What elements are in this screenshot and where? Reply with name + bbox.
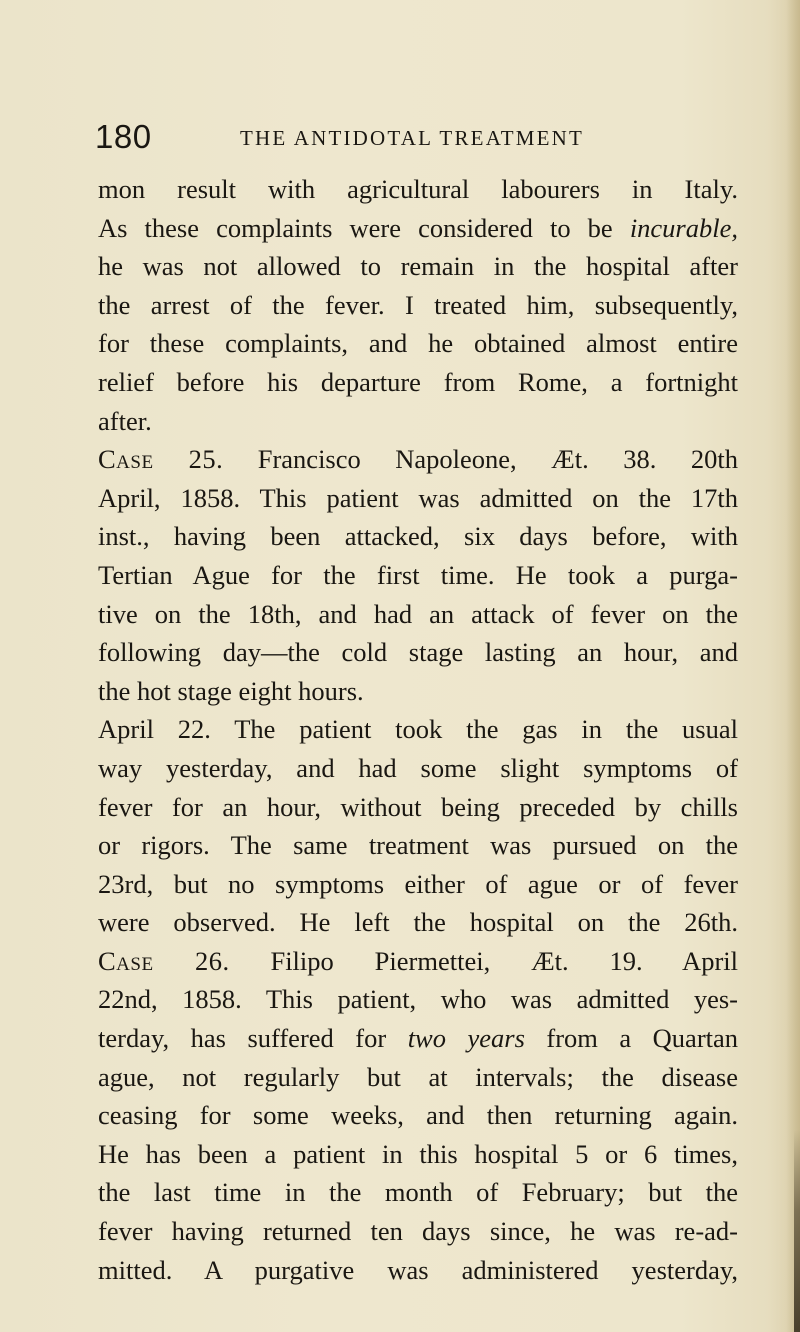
text-line: mitted. A purgative was administered yesterday, — [98, 1254, 738, 1285]
text-line: the last time in the month of February; but the — [98, 1177, 738, 1208]
case-label: Case 26. — [98, 945, 230, 976]
text-line: Tertian Ague for the first time. He took a purga- — [98, 559, 738, 590]
binding-shadow — [794, 1130, 800, 1332]
text-line: the arrest of the fever. I treated him, subsequently, — [98, 289, 738, 320]
text-line: fever having returned ten days since, he was re-ad- — [98, 1216, 738, 1247]
text-line: ague, not regularly but at intervals; the disease — [98, 1061, 738, 1092]
text-line: were observed. He left the hospital on the 26th. — [98, 907, 738, 938]
italic-word: incurable, — [629, 212, 738, 243]
text-line: 22nd, 1858. This patient, who was admitted yes- — [98, 984, 738, 1015]
case-heading-line: Case 25. Francisco Napoleone, Æt. 38. 20th — [98, 444, 738, 475]
text-line: mon result with agricultural labourers in Italy. — [98, 174, 738, 204]
text-line: relief before his departure from Rome, a fortnight — [98, 366, 738, 397]
case-heading-line: Case 26. Filipo Piermettei, Æt. 19. April — [98, 945, 738, 976]
text-line: April 22. The patient took the gas in the usual — [98, 714, 738, 745]
text-line: or rigors. The same treatment was pursued on the — [98, 830, 738, 861]
italic-word: two years — [407, 1023, 525, 1054]
text-line: terday, has suffered for two years from a Quartan — [98, 1023, 739, 1054]
text-line: tive on the 18th, and had an attack of fever on the — [98, 598, 738, 629]
text-line: April, 1858. This patient was admitted on the 17th — [98, 482, 738, 513]
body-text — [98, 170, 738, 1289]
text-line: fever for an hour, without being preceded by chills — [98, 791, 738, 822]
running-title: THE ANTIDOTAL TREATMENT — [240, 126, 585, 150]
text-line: the hot stage eight hours. — [98, 675, 364, 706]
text-line: He has been a patient in this hospital 5 or 6 times, — [98, 1138, 738, 1169]
case-label: Case 25. — [98, 444, 224, 475]
text-line: for these complaints, and he obtained almost entire — [98, 328, 738, 359]
text-line: ceasing for some weeks, and then returning again. — [98, 1100, 738, 1131]
text-line: after. — [98, 405, 152, 436]
text-line: following day—the cold stage lasting an hour, and — [98, 637, 738, 668]
running-head — [95, 118, 715, 158]
text-line: inst., having been attacked, six days before, with — [98, 521, 738, 552]
text-line: As these complaints were considered to be incurable, — [98, 212, 738, 243]
text-line: 23rd, but no symptoms either of ague or of fever — [98, 868, 738, 899]
text-line: he was not allowed to remain in the hospital after — [98, 251, 738, 282]
page-number: 180 — [95, 118, 152, 155]
text-line: way yesterday, and had some slight symptoms of — [98, 752, 738, 783]
